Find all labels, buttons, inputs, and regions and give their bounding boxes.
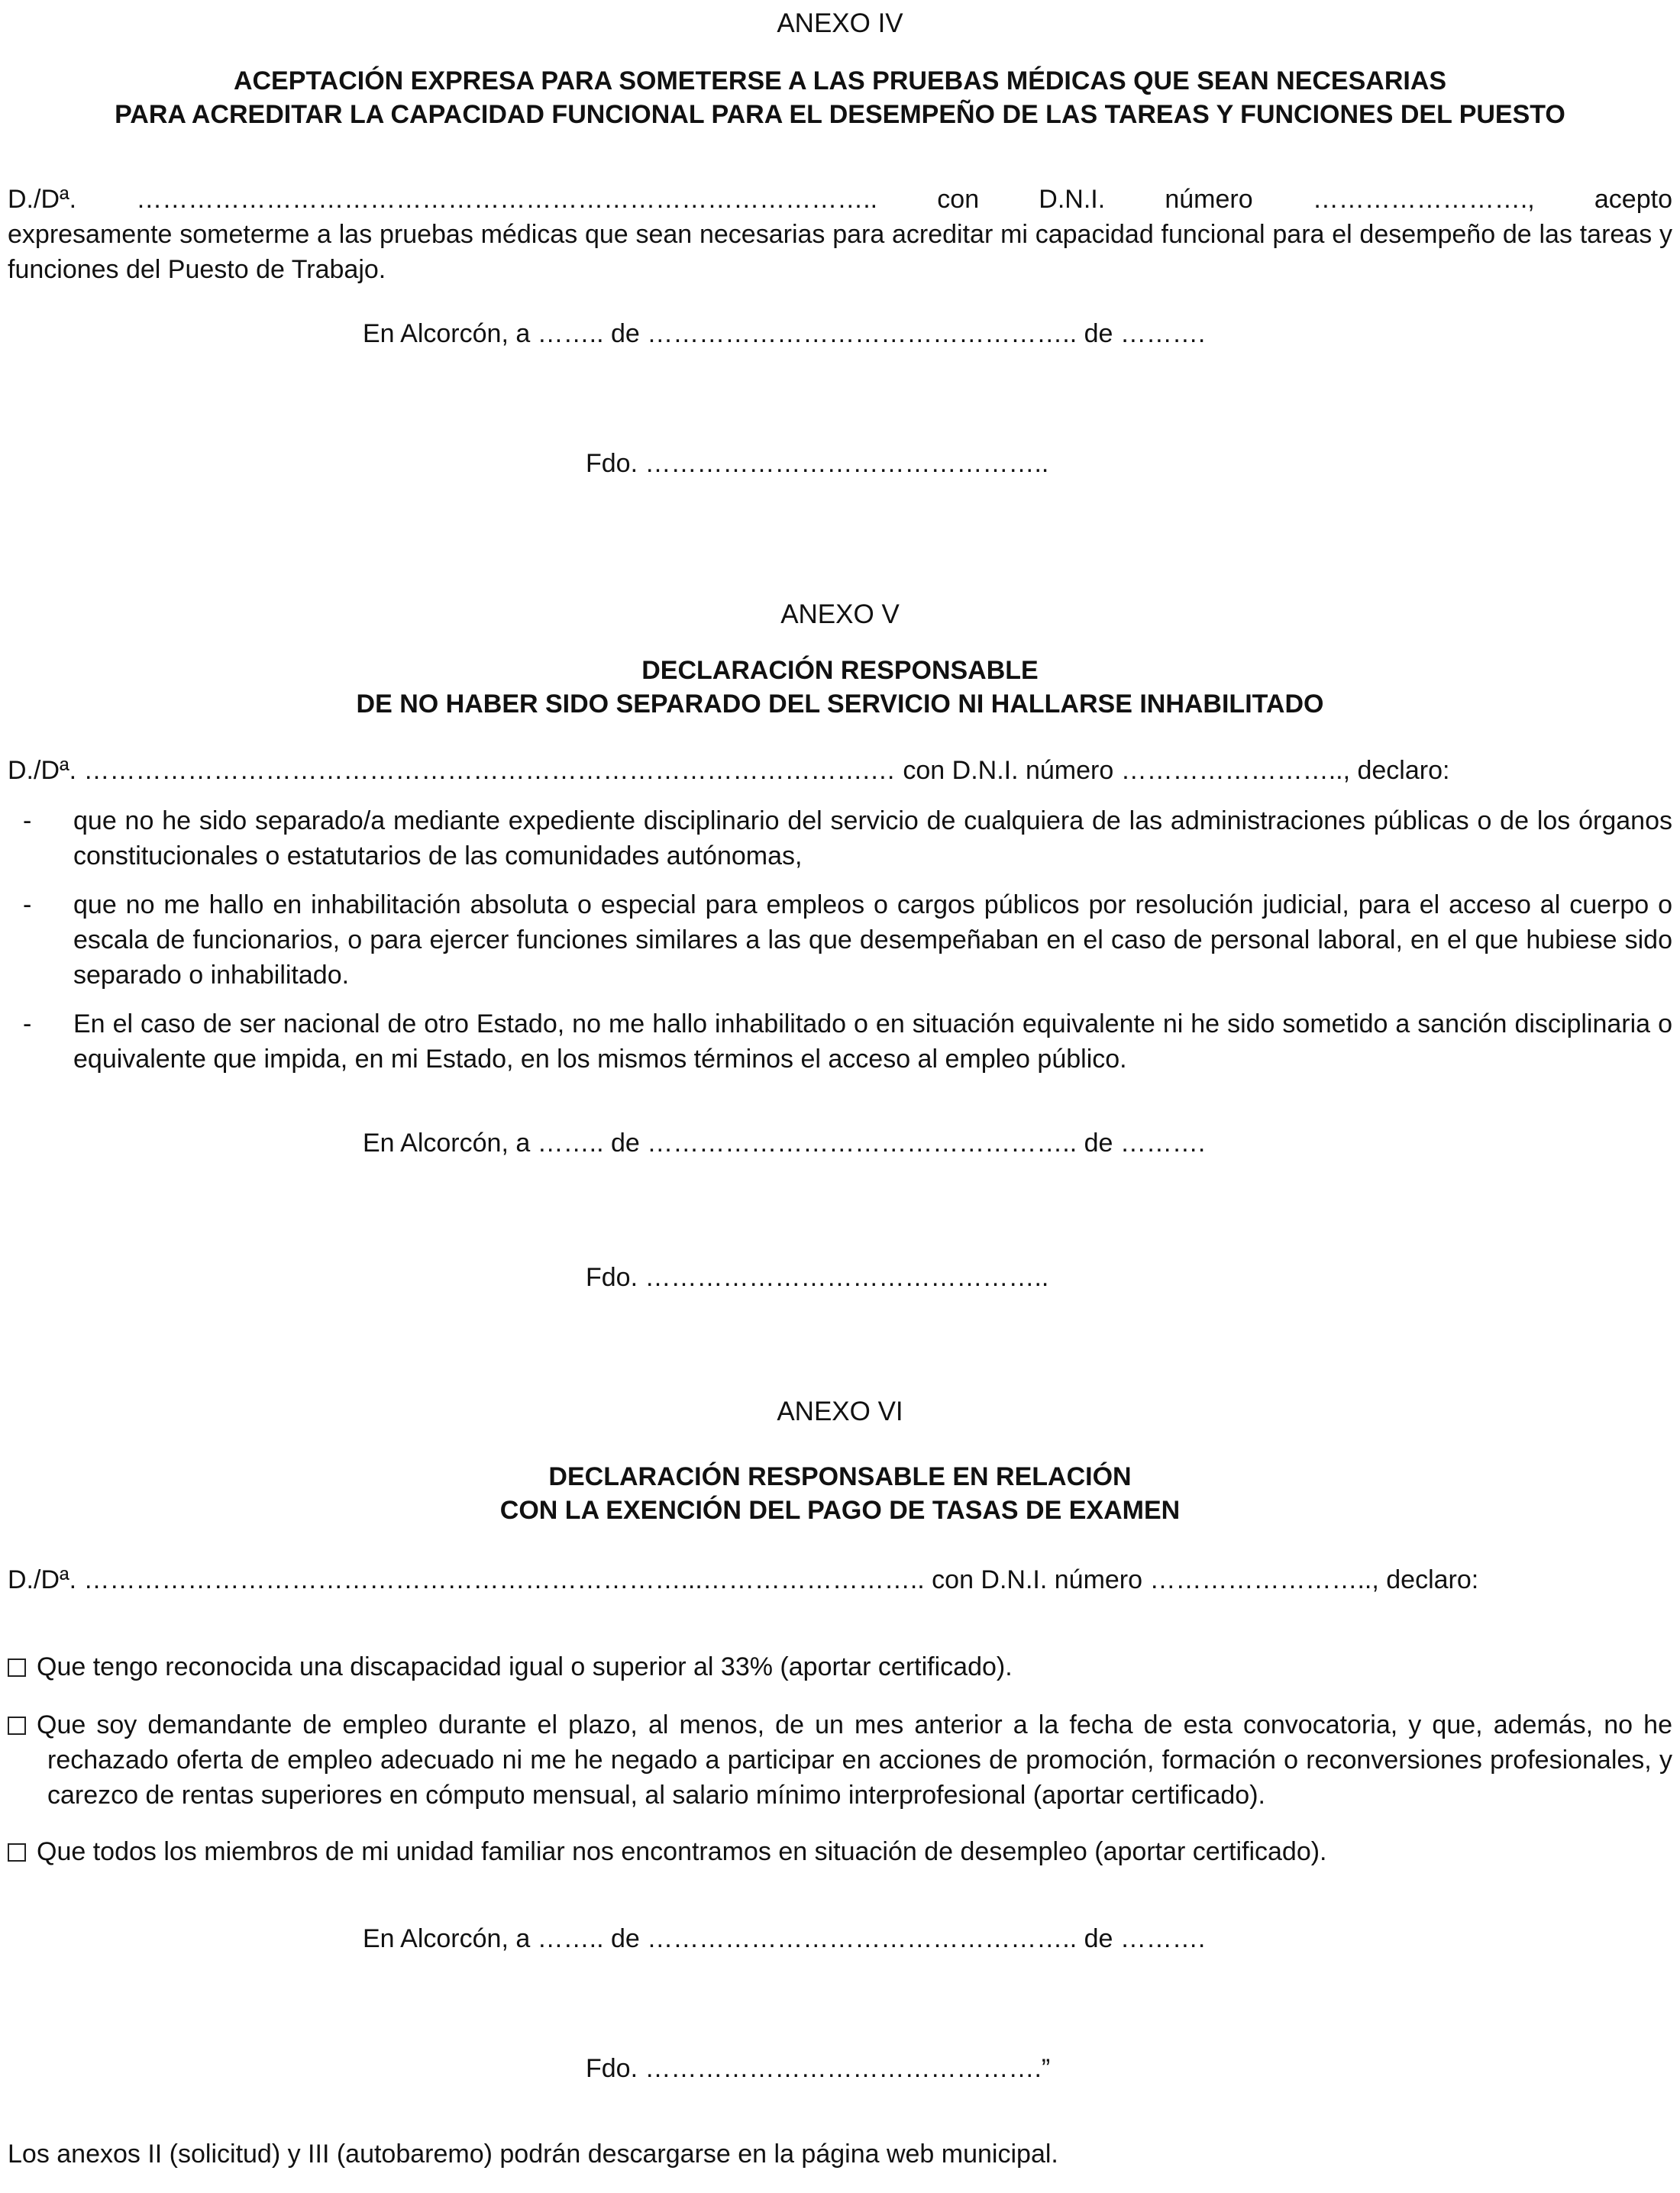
annex-vi-option-3 (8, 1834, 1672, 1869)
annex-iv-date-line: En Alcorcón, a …….. de ………………………………………….. de ………. (363, 319, 1206, 348)
annex-v-heading-line-2: DE NO HABER SIDO SEPARADO DEL SERVICIO NI HALLARSE INHABILITADO (356, 690, 1324, 719)
checkbox-job-seeker[interactable] (8, 1717, 26, 1735)
annex-iv-title: ANEXO IV (777, 8, 903, 38)
option-2-text: Que soy demandante de empleo durante el plazo, al menos, de un mes anterior a la fecha de esta convocatoria, y que, además, no he rechazado oferta de empleo adecuado ni me he negado a participar en acciones de promoción, formación o reconversiones profesionales, y carezco de rentas superiores en cómputo mensual, al salario mínimo interprofesional (aportar certificado). (37, 1710, 1672, 1810)
annex-v-item-1 (23, 803, 1672, 874)
intro-word-acepto: acepto (1594, 185, 1672, 214)
annex-iv-intro-first-line (8, 182, 1672, 217)
bullet-dash: - (23, 890, 32, 919)
bullet-dash: - (23, 1009, 32, 1038)
intro-word-dni: D.N.I. (1039, 185, 1106, 214)
annex-v-item-3-text: En el caso de ser nacional de otro Estado, no me hallo inhabilitado o en situación equivalente ni he sido sometido a sanción disciplinaria o equivalente que impida, en mi Estado, en los mismos términos el acceso al empleo público. (73, 1009, 1672, 1074)
footer-note: Los anexos II (solicitud) y III (autobaremo) podrán descargarse en la página web municipal. (8, 2140, 1058, 2169)
intro-word-con: con (937, 185, 980, 214)
annex-vi-option-1 (8, 1649, 1672, 1684)
annex-v-item-3 (23, 1006, 1672, 1077)
annex-vi-heading-line-2: CON LA EXENCIÓN DEL PAGO DE TASAS DE EXAMEN (499, 1496, 1181, 1525)
annex-v-heading-line-1: DECLARACIÓN RESPONSABLE (641, 656, 1039, 685)
intro-word-numero: número (1165, 185, 1253, 214)
annex-iv-signature-line: Fdo. ……………………………………….. (586, 449, 1049, 478)
annex-v-item-2 (23, 887, 1672, 993)
annex-iv-heading-line-2: PARA ACREDITAR LA CAPACIDAD FUNCIONAL PARA EL DESEMPEÑO DE LAS TAREAS Y FUNCIONES DEL PUESTO (115, 100, 1565, 129)
annex-vi-date-line: En Alcorcón, a …….. de ………………………………………….. de ………. (363, 1924, 1206, 1953)
annex-v-signature-line: Fdo. ……………………………………….. (586, 1263, 1049, 1292)
annex-v-intro-line: D./Dª. ……………………………………………………………………………….… con D.N.I. número …………………….., declaro: (8, 756, 1450, 785)
annex-iv-intro-paragraph: expresamente someterme a las pruebas médicas que sean necesarias para acreditar mi capacidad funcional para el desempeño de las tareas y funciones del Puesto de Trabajo. (8, 220, 1672, 284)
annex-v-title: ANEXO V (780, 599, 900, 629)
annex-v-date-line: En Alcorcón, a …….. de ………………………………………….. de ………. (363, 1129, 1206, 1158)
annex-v-item-2-text: que no me hallo en inhabilitación absoluta o especial para empleos o cargos públicos por resolución judicial, para el acceso al cuerpo o escala de funcionarios, o para ejercer funciones similares a las que desempeñaban en el caso de personal laboral, en el que hubiese sido separado o inhabilitado. (73, 890, 1672, 990)
annex-vi-intro-line: D./Dª. ……………………………………………………………...…………………….. con D.N.I. número …………………….., declaro: (8, 1565, 1479, 1594)
intro-label-d: D./Dª. (8, 185, 77, 214)
bullet-dash: - (23, 806, 32, 835)
dni-blank: ……………………., (1312, 185, 1535, 214)
option-1-text: Que tengo reconocida una discapacidad igual o superior al 33% (aportar certificado). (37, 1652, 1013, 1681)
option-3-text: Que todos los miembros de mi unidad familiar nos encontramos en situación de desempleo (aportar certificado). (37, 1837, 1327, 1866)
annex-iv-heading-line-1: ACEPTACIÓN EXPRESA PARA SOMETERSE A LAS PRUEBAS MÉDICAS QUE SEAN NECESARIAS (233, 66, 1447, 95)
annex-vi-signature-line: Fdo. ……………………………………….” (586, 2054, 1051, 2083)
annex-v-item-1-text: que no he sido separado/a mediante expediente disciplinario del servicio de cualquiera de las administraciones públicas o de los órganos constitucionales o estatutarios de las comunidades autónomas, (73, 806, 1672, 870)
annex-vi-option-2 (8, 1707, 1672, 1813)
checkbox-family-unemployed[interactable] (8, 1843, 26, 1862)
annex-vi-title: ANEXO VI (777, 1397, 903, 1426)
annex-vi-heading-line-1: DECLARACIÓN RESPONSABLE EN RELACIÓN (548, 1462, 1132, 1491)
checkbox-disability[interactable] (8, 1658, 26, 1677)
name-blank: ………………………………………………………………………….. (136, 185, 878, 214)
